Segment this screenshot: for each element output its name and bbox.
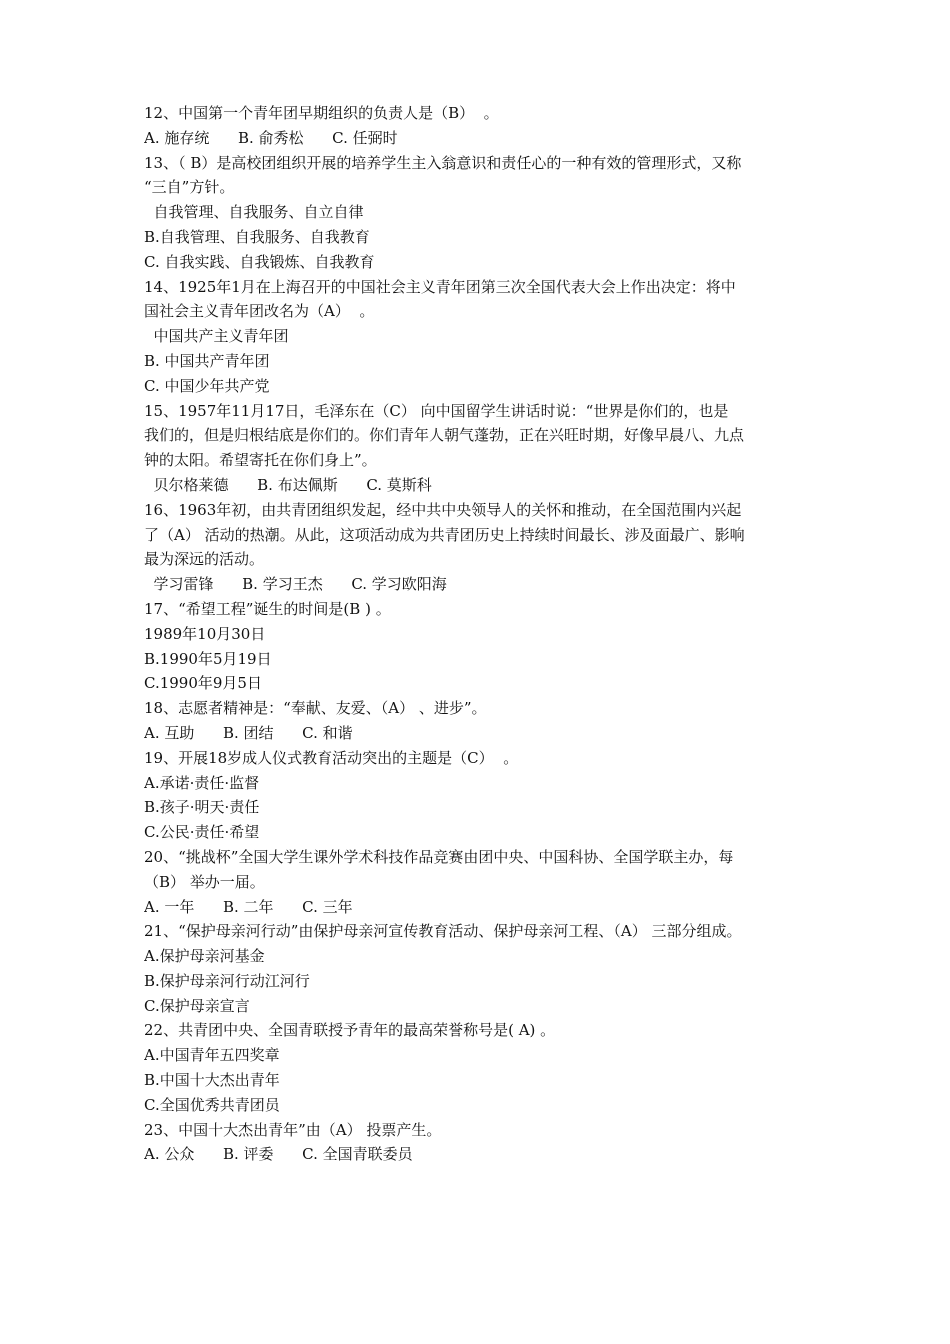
text-line: 我们的，但是归根结底是你们的。你们青年人朝气蓬勃，正在兴旺时期，好像早晨八、九点 (144, 426, 745, 445)
text-line: A.保护母亲河基金 (144, 947, 265, 966)
text-line: 17、“希望工程”诞生的时间是(B ) 。 (144, 599, 391, 618)
text-line: C.1990年9月5日 (144, 674, 262, 693)
text-line: A. 互助 B. 团结 C. 和谐 (144, 723, 353, 742)
text-line: 23、中国十大杰出青年”由（A） 投票产生。 (144, 1120, 442, 1139)
text-line: 14、1925年1月在上海召开的中国社会主义青年团第三次全国代表大会上作出决定：将中 (144, 277, 736, 296)
text-line: B.中国十大杰出青年 (144, 1071, 280, 1090)
text-line: 了（A） 活动的热潮。从此，这项活动成为共青团历史上持续时间最长、涉及面最广、影响 (144, 525, 745, 544)
text-line: B.保护母亲河行动江河行 (144, 971, 310, 990)
text-line: B.1990年5月19日 (144, 649, 272, 668)
text-line: A. 公众 B. 评委 C. 全国青联委员 (144, 1145, 413, 1164)
text-line: 1989年10月30日 (144, 624, 266, 643)
text-line: A.中国青年五四奖章 (144, 1046, 280, 1065)
text-line: （B） 举办一届。 (144, 872, 265, 891)
text-line: 21、“保护母亲河行动”由保护母亲河宣传教育活动、保护母亲河工程、（A） 三部分组成。 (144, 922, 742, 941)
text-line: 13、（ B）是高校团组织开展的培养学生主入翁意识和责任心的一种有效的管理形式，又称 (144, 153, 742, 172)
text-line: 国社会主义青年团改名为（A） 。 (144, 302, 375, 321)
text-line: B. 中国共产青年团 (144, 351, 270, 370)
text-line: 自我管理、自我服务、自立自律 (144, 203, 364, 222)
text-line: A.承诺·责任·监督 (144, 773, 260, 792)
text-line: B.孩子·明天·责任 (144, 798, 260, 817)
text-line: 18、志愿者精神是：“奉献、友爱、（A） 、进步”。 (144, 699, 487, 718)
text-line: C.全国优秀共青团员 (144, 1095, 280, 1114)
text-line: B.自我管理、自我服务、自我教育 (144, 227, 370, 246)
text-line: 19、开展18岁成人仪式教育活动突出的主题是（C） 。 (144, 748, 519, 767)
text-line: “三自”方针。 (144, 178, 235, 197)
text-line: 中国共产主义青年团 (144, 327, 289, 346)
text-line: C.保护母亲宣言 (144, 996, 250, 1015)
text-line: C.公民·责任·希望 (144, 823, 260, 842)
text-line: A. 一年 B. 二年 C. 三年 (144, 897, 353, 916)
text-line: 20、“挑战杯”全国大学生课外学术科技作品竞赛由团中央、中国科协、全国学联主办，每 (144, 847, 734, 866)
text-line: 12、中国第一个青年团早期组织的负责人是（B） 。 (144, 104, 499, 122)
text-line: 最为深远的活动。 (144, 550, 265, 569)
text-line: 22、共青团中央、全国青联授予青年的最高荣誉称号是( A) 。 (144, 1021, 556, 1040)
text-line: 学习雷锋 B. 学习王杰 C. 学习欧阳海 (144, 575, 447, 594)
text-line: 钟的太阳。希望寄托在你们身上”。 (144, 451, 377, 470)
text-line: 15、1957年11月17日，毛泽东在（C） 向中国留学生讲话时说：“世界是你们的，也是 (144, 401, 729, 420)
text-line: 贝尔格莱德 B. 布达佩斯 C. 莫斯科 (144, 475, 432, 494)
text-line: 16、1963年初，由共青团组织发起，经中共中央领导人的关怀和推动，在全国范围内兴起 (144, 500, 742, 519)
text-line: A. 施存统 B. 俞秀松 C. 任弼时 (144, 128, 398, 147)
text-line: C. 中国少年共产党 (144, 376, 270, 395)
text-line: C. 自我实践、自我锻炼、自我教育 (144, 252, 375, 271)
document-body (144, 101, 834, 1167)
